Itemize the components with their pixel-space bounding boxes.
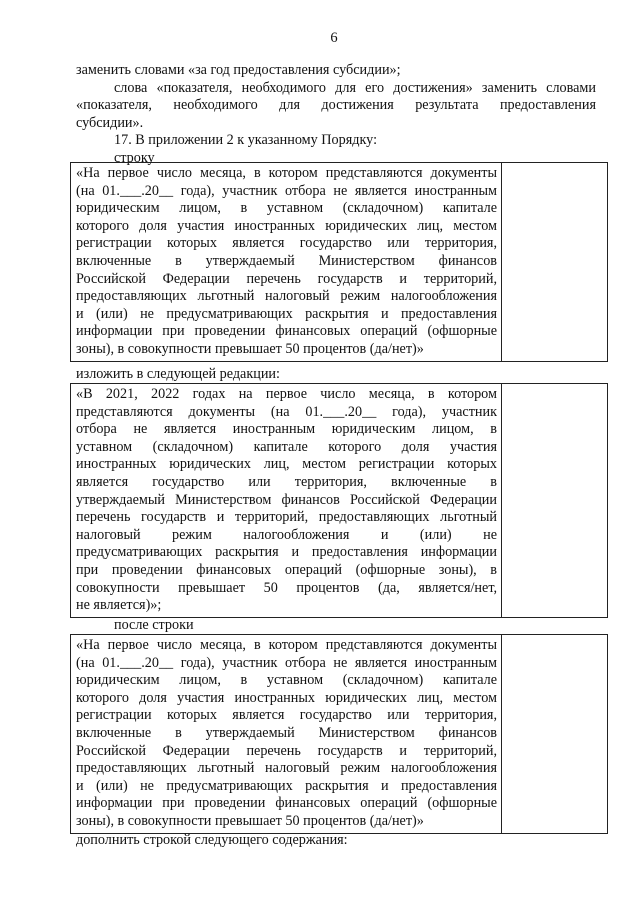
table-line: «На первое число месяца, в котором представляются документы xyxy=(76,637,497,653)
table-line: отбора не является иностранным юридическим лицом, в xyxy=(76,421,497,438)
table-line: юридическим лицом, в уставном (складочном) капитале xyxy=(76,672,497,689)
table-line: (на 01.___.20__ года), участник отбора не является иностранным xyxy=(76,654,497,671)
table-line: Российской Федерации перечень государств и территорий, xyxy=(76,270,497,287)
text-line: заменить словами «за год предоставления субсидии»; xyxy=(76,62,401,78)
table-line: информации при проведении финансовых операций (офшорные xyxy=(76,323,497,340)
table-line: налоговый режим налогообложения и (или) не xyxy=(76,526,497,543)
instruction-after xyxy=(76,617,596,635)
new-row-text-cell xyxy=(71,384,502,618)
table-line: утверждаемый Министерством финансов Российской Федерации xyxy=(76,491,497,508)
table-line: которого доля участия иностранных юридических лиц, местом xyxy=(76,689,497,706)
text-line: дополнить строкой следующего содержания: xyxy=(76,832,348,848)
text-line: слова «показателя, необходимого для его достижения» заменить словами xyxy=(114,79,596,96)
table-line: предоставляющих льготный налоговый режим налогообложения xyxy=(76,760,497,777)
table-line: не является)»; xyxy=(76,597,162,614)
table-line: информации при проведении финансовых операций (офшорные xyxy=(76,795,497,812)
table-line: регистрации которых является государство или территория, xyxy=(76,235,497,252)
text-line: изложить в следующей редакции: xyxy=(76,366,280,382)
anchor-row-table xyxy=(70,634,608,834)
table-line: предоставляющих льготный налоговый режим налогообложения xyxy=(76,288,497,305)
table-line: зоны), в совокупности превышает 50 процентов (да/нет)» xyxy=(76,340,424,357)
text-line: субсидии». xyxy=(76,114,144,131)
table-line: включенные в утверждаемый Министерством финансов xyxy=(76,724,497,741)
table-line: (на 01.___.20__ года), участник отбора не является иностранным xyxy=(76,182,497,199)
page-number: 6 xyxy=(330,30,338,46)
table-line: включенные в утверждаемый Министерством финансов xyxy=(76,252,497,269)
text-line: 17. В приложении 2 к указанному Порядку: xyxy=(114,132,378,149)
anchor-row-text-cell xyxy=(71,635,502,834)
text-line: строку xyxy=(114,149,155,166)
table-line: которого доля участия иностранных юридических лиц, местом xyxy=(76,217,497,234)
table-line: при проведении финансовых операций (офшорные зоны), в xyxy=(76,561,497,578)
table-line: перечень государств и территорий, предоставляющих льготный xyxy=(76,509,497,526)
table-line: и (или) не предусматривающих раскрытия и предоставления xyxy=(76,305,497,322)
table-line: «В 2021, 2022 годах на первое число месяца, в котором xyxy=(76,386,497,402)
old-row-table xyxy=(70,162,608,362)
table-line: и (или) не предусматривающих раскрытия и предоставления xyxy=(76,777,497,794)
table-line: является государство или территория, включенные в xyxy=(76,473,497,490)
table-line: юридическим лицом, в уставном (складочном) капитале xyxy=(76,200,497,217)
text-line: после строки xyxy=(114,617,194,633)
table-line: представляются документы (на 01.___.20__ года), участник xyxy=(76,403,497,420)
text-line: «показателя, необходимого для достижения результата предоставления xyxy=(76,97,596,114)
new-row-table xyxy=(70,383,608,618)
new-row-value-cell xyxy=(502,384,608,618)
table-line: «На первое число месяца, в котором представляются документы xyxy=(76,165,497,181)
table-line: Российской Федерации перечень государств и территорий, xyxy=(76,742,497,759)
old-row-value-cell xyxy=(502,163,608,362)
table-line: предусматривающих раскрытия и предоставления информации xyxy=(76,544,497,561)
instruction-replace xyxy=(76,366,596,384)
table-line: совокупности превышает 50 процентов (да, является/нет, xyxy=(76,579,497,596)
table-line: зоны), в совокупности превышает 50 процентов (да/нет)» xyxy=(76,812,424,829)
anchor-row-value-cell xyxy=(502,635,608,834)
table-line: регистрации которых является государство или территория, xyxy=(76,707,497,724)
old-row-text-cell xyxy=(71,163,502,362)
intro-paragraphs xyxy=(76,62,596,168)
table-line: иностранных юридических лиц, местом регистрации которых xyxy=(76,456,497,473)
table-line: уставном (складочном) капитале которого доля участия xyxy=(76,438,497,455)
instruction-append xyxy=(76,832,596,850)
